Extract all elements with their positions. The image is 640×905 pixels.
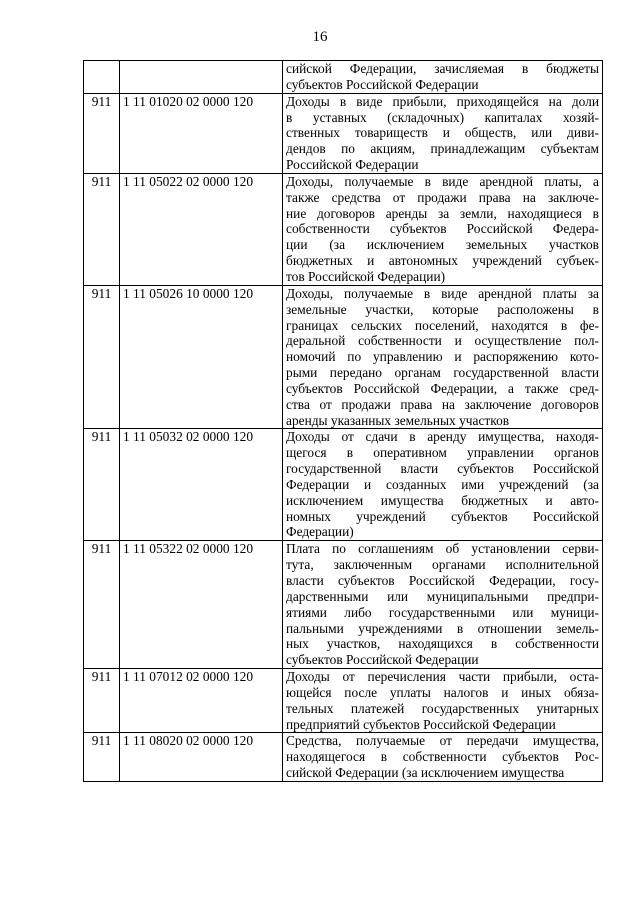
description-line: ние договоров аренды за земли, находящиеся в — [286, 205, 599, 221]
description-line: находящегося в собственности субъектов Рос- — [286, 749, 599, 765]
table-row — [84, 93, 603, 173]
description-line: сийской Федерации, зачисляемая в бюджеты — [286, 61, 599, 76]
description-line: государственной власти субъектов Российской — [286, 461, 599, 477]
description-line: рыми передано органам государственной власти — [286, 365, 599, 381]
revenue-description-cell — [283, 93, 603, 173]
description-line: ятиями либо государственными или муници- — [286, 604, 599, 620]
table-row — [84, 429, 603, 541]
description-line: предприятий субъектов Российской Федерации — [286, 716, 556, 732]
admin-code-cell: 911 — [84, 733, 120, 782]
budget-classification-code-cell: 1 11 05026 10 0000 120 — [120, 285, 283, 429]
description-line: ных участков, находящихся в собственности — [286, 636, 599, 652]
description-line: Доходы в виде прибыли, приходящейся на доли — [286, 93, 599, 109]
table-row — [84, 541, 603, 669]
admin-code-cell: 911 — [84, 541, 120, 669]
description-line: границах сельских поселений, находятся в фе- — [286, 317, 599, 333]
description-line: власти субъектов Российской Федерации, госу- — [286, 573, 599, 588]
description-line: Доходы, получаемые в виде арендной платы за — [286, 285, 599, 301]
description-line: бюджетных и автономных учреждений субъек- — [286, 253, 599, 269]
description-line: номных учреждений субъектов Российской — [286, 508, 599, 524]
description-line: Доходы от сдачи в аренду имущества, находя- — [286, 429, 599, 445]
revenue-description-cell — [283, 733, 603, 782]
budget-classification-code-cell: 1 11 08020 02 0000 120 — [120, 733, 283, 782]
description-line: тов Российской Федерации) — [286, 268, 446, 284]
admin-code-cell: 911 — [84, 173, 120, 285]
description-line: аренды указанных земельных участков — [286, 412, 510, 428]
budget-classification-code-cell: 1 11 01020 02 0000 120 — [120, 93, 283, 173]
table-row — [84, 733, 603, 782]
budget-classification-code-cell: 1 11 05022 02 0000 120 — [120, 173, 283, 285]
budget-classification-code-cell: 1 11 05322 02 0000 120 — [120, 541, 283, 669]
page-number: 16 — [312, 29, 328, 45]
table-row — [84, 173, 603, 285]
revenue-description-cell — [283, 61, 603, 94]
description-line: Федерации и созданных ими учреждений (за — [286, 476, 599, 492]
admin-code-cell — [84, 61, 120, 94]
description-line: субъектов Российской Федерации — [286, 652, 479, 668]
description-line: сийской Федерации (за исключением имущества — [286, 765, 565, 781]
admin-code-cell: 911 — [84, 93, 120, 173]
description-line: Плата по соглашениям об установлении серви- — [286, 541, 599, 557]
description-line: субъектов Российской Федерации — [286, 76, 479, 92]
description-line: пальными учреждениями в отношении земель- — [286, 620, 599, 636]
description-line: ства от продажи права на заключение договоров — [286, 396, 599, 412]
revenue-description-cell — [283, 669, 603, 733]
description-line: дарственными или муниципальными предпри- — [286, 588, 599, 604]
description-line: дендов по акциям, принадлежащим субъектам — [286, 141, 599, 157]
table-row — [84, 285, 603, 429]
revenue-description-cell — [283, 541, 603, 669]
revenue-description-cell — [283, 285, 603, 429]
admin-code-cell: 911 — [84, 429, 120, 541]
budget-classification-code-cell: 1 11 05032 02 0000 120 — [120, 429, 283, 541]
admin-code-cell: 911 — [84, 669, 120, 733]
description-line: ющейся после уплаты налогов и иных обяза- — [286, 684, 599, 700]
description-line: Средства, получаемые от передачи имущества, — [286, 733, 599, 749]
table-row — [84, 61, 603, 94]
description-line: деральной собственности и осуществление пол- — [286, 333, 599, 349]
description-line: ственных товариществ и обществ, или диви- — [286, 125, 599, 141]
description-line: субъектов Российской Федерации, а также сред- — [286, 380, 599, 396]
budget-classification-code-cell: 1 11 07012 02 0000 120 — [120, 669, 283, 733]
description-line: Доходы, получаемые в виде арендной платы, а — [286, 173, 599, 189]
revenue-codes-table — [83, 60, 603, 782]
description-line: Доходы от перечисления части прибыли, оста- — [286, 669, 599, 685]
revenue-description-cell — [283, 429, 603, 541]
description-line: ции (за исключением земельных участков — [286, 237, 599, 253]
description-line: исключением имущества бюджетных и авто- — [286, 492, 599, 508]
description-line: в уставных (складочных) капиталах хозяй- — [286, 109, 599, 125]
admin-code-cell: 911 — [84, 285, 120, 429]
table-row — [84, 669, 603, 733]
description-line: тельных платежей государственных унитарных — [286, 700, 599, 716]
table-body — [84, 61, 603, 782]
description-line: также средства от продажи права на заключе- — [286, 189, 599, 205]
description-line: Федерации) — [286, 524, 354, 540]
description-line: щегося в оперативном управлении органов — [286, 445, 599, 461]
description-line: собственности субъектов Российской Федера- — [286, 221, 599, 237]
description-line: земельные участки, которые расположены в — [286, 301, 599, 317]
revenue-description-cell — [283, 173, 603, 285]
description-line: тута, заключенным органами исполнительной — [286, 557, 599, 573]
description-line: номочий по управлению и распоряжению кото- — [286, 349, 599, 365]
budget-classification-code-cell — [120, 61, 283, 94]
description-line: Российской Федерации — [286, 157, 419, 173]
